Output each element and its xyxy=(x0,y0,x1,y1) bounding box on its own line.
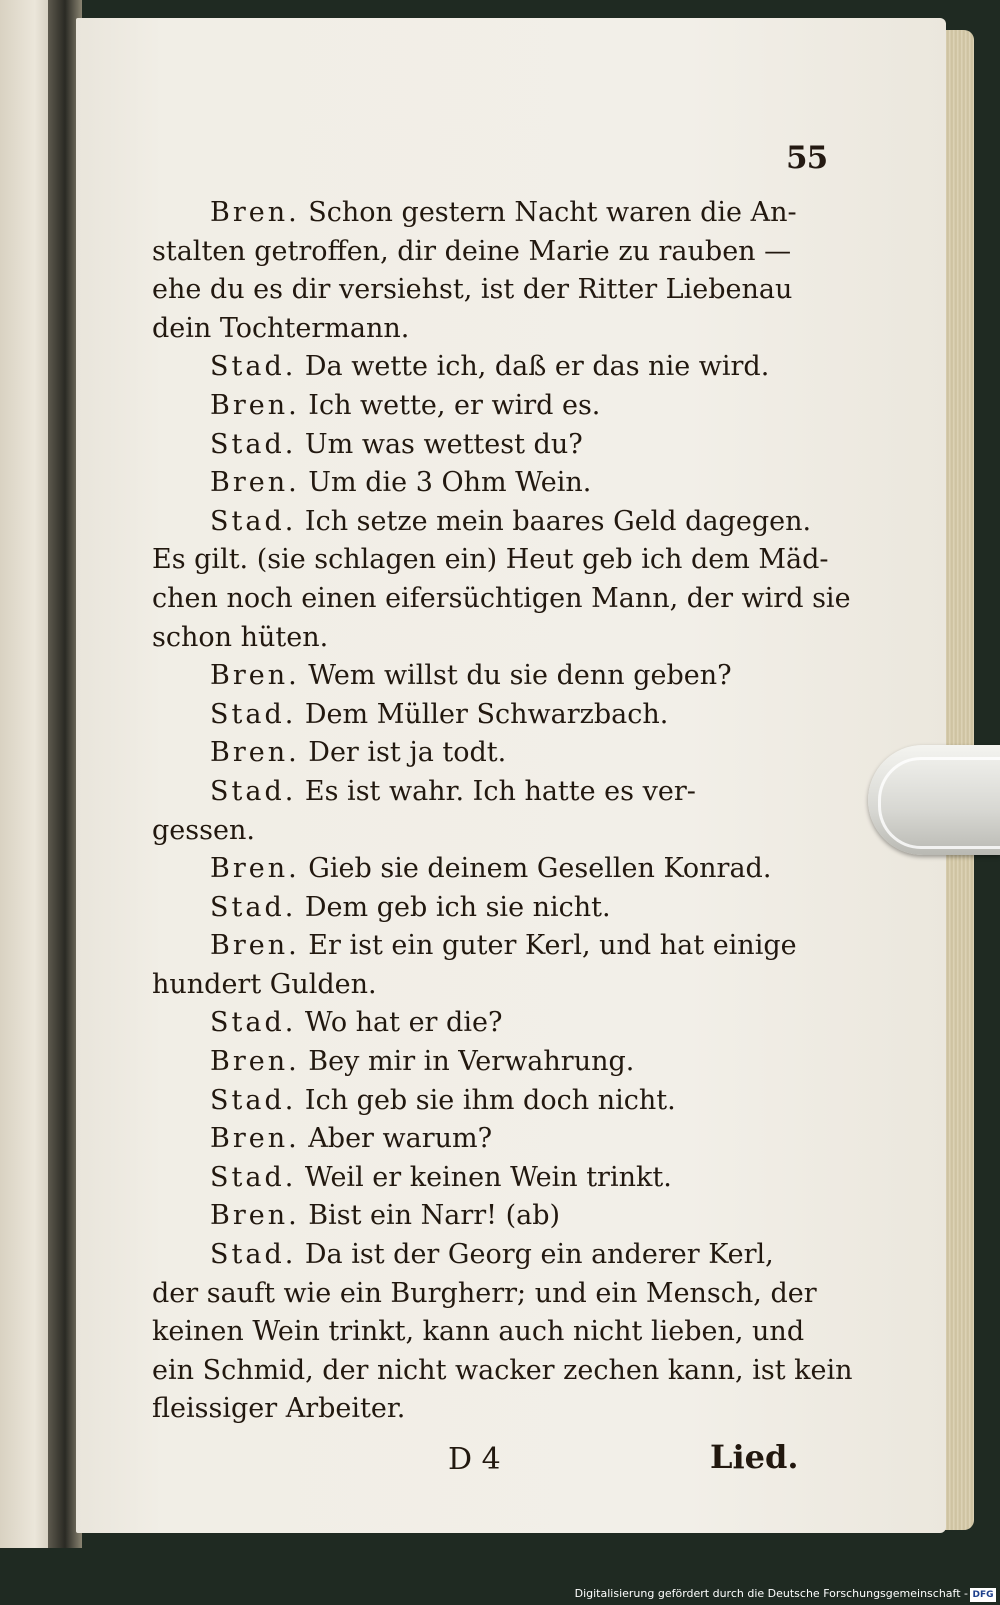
text-line xyxy=(152,348,832,387)
text-line xyxy=(152,387,832,426)
line-text: Ich geb sie ihm doch nicht. xyxy=(304,1084,676,1116)
line-text: Bey mir in Verwahrung. xyxy=(308,1046,635,1078)
text-line xyxy=(152,812,832,851)
text-line xyxy=(152,1236,832,1275)
text-line xyxy=(152,1159,832,1198)
line-text: ehe du es dir versiehst, ist der Ritter Liebenau xyxy=(152,274,793,306)
line-text: Wo hat er die? xyxy=(304,1007,503,1039)
speaker-name: Stad. xyxy=(210,1007,297,1039)
digitization-credit: Digitalisierung gefördert durch die Deutsche Forschungsgemeinschaft - xyxy=(574,1587,968,1600)
speaker-name: Bren. xyxy=(210,1123,300,1155)
speaker-name: Bren. xyxy=(210,1200,300,1232)
line-text: schon hüten. xyxy=(152,621,329,653)
speaker-name: Bren. xyxy=(210,737,300,769)
text-line xyxy=(152,1004,832,1043)
line-text: Ich wette, er wird es. xyxy=(308,389,601,421)
line-text: Weil er keinen Wein trinkt. xyxy=(304,1161,672,1193)
line-text: keinen Wein trinkt, kann auch nicht lieben, und xyxy=(152,1316,805,1348)
text-line xyxy=(152,580,851,619)
line-text: stalten getroffen, dir deine Marie zu rauben — xyxy=(152,235,792,267)
line-text: gessen. xyxy=(152,814,255,846)
speaker-name: Stad. xyxy=(210,891,297,923)
speaker-name: Bren. xyxy=(210,1046,300,1078)
text-line xyxy=(152,271,832,310)
line-text: ein Schmid, der nicht wacker zechen kann, ist kein xyxy=(152,1354,853,1386)
speaker-name: Bren. xyxy=(210,389,300,421)
line-text: Dem Müller Schwarzbach. xyxy=(304,698,669,730)
line-text: Es gilt. (sie schlagen ein) Heut geb ich dem Mäd- xyxy=(152,544,829,576)
speaker-name: Bren. xyxy=(210,660,300,692)
speaker-name: Bren. xyxy=(210,853,300,885)
line-text: der sauft wie ein Burgherr; und ein Mensch, der xyxy=(152,1277,817,1309)
text-line xyxy=(152,889,832,928)
page-number: 55 xyxy=(786,140,828,176)
speaker-name: Bren. xyxy=(210,930,300,962)
text-line xyxy=(152,1197,832,1236)
text-line xyxy=(152,1352,853,1391)
text-line xyxy=(152,233,832,272)
line-text: Er ist ein guter Kerl, und hat einige xyxy=(308,930,797,962)
text-line xyxy=(152,966,832,1005)
line-text: chen noch einen eifersüchtigen Mann, der wird sie xyxy=(152,582,851,614)
line-text: fleissiger Arbeiter. xyxy=(152,1393,406,1425)
line-text: Da ist der Georg ein anderer Kerl, xyxy=(304,1239,774,1271)
text-line xyxy=(152,696,832,735)
dfg-logo-icon: DFG xyxy=(970,1588,996,1602)
text-line xyxy=(152,1390,832,1429)
text-line xyxy=(152,1082,832,1121)
line-text: Dem geb ich sie nicht. xyxy=(304,891,611,923)
text-line xyxy=(152,503,832,542)
line-text: Ich setze mein baares Geld dagegen. xyxy=(304,505,812,537)
text-line xyxy=(152,541,832,580)
text-line xyxy=(152,927,832,966)
line-text: Um die 3 Ohm Wein. xyxy=(308,467,592,499)
text-line xyxy=(152,850,832,889)
speaker-name: Stad. xyxy=(210,1161,297,1193)
text-line xyxy=(152,426,832,465)
line-text: Schon gestern Nacht waren die An- xyxy=(308,197,797,228)
page-holder-clip xyxy=(868,745,1000,855)
dialogue-text xyxy=(152,194,853,1429)
speaker-name: Bren. xyxy=(210,197,300,228)
speaker-name: Bren. xyxy=(210,467,300,499)
text-line xyxy=(152,773,832,812)
speaker-name: Stad. xyxy=(210,1084,297,1116)
catchword: Lied. xyxy=(710,1438,799,1476)
line-text: Der ist ja todt. xyxy=(308,737,507,769)
line-text: Wem willst du sie denn geben? xyxy=(308,660,732,692)
line-text: Bist ein Narr! (ab) xyxy=(308,1200,561,1232)
text-line xyxy=(152,1275,832,1314)
line-text: Da wette ich, daß er das nie wird. xyxy=(304,351,770,383)
text-line xyxy=(152,194,832,233)
text-line xyxy=(152,1120,832,1159)
text-line xyxy=(152,734,832,773)
speaker-name: Stad. xyxy=(210,1239,297,1271)
line-text: Um was wettest du? xyxy=(304,428,583,460)
speaker-name: Stad. xyxy=(210,698,297,730)
text-line xyxy=(152,1313,832,1352)
speaker-name: Stad. xyxy=(210,351,297,383)
speaker-name: Stad. xyxy=(210,428,297,460)
credit-bar xyxy=(0,1548,1000,1605)
speaker-name: Stad. xyxy=(210,505,297,537)
line-text: hundert Gulden. xyxy=(152,968,377,1000)
text-line xyxy=(152,1043,832,1082)
line-text: dein Tochtermann. xyxy=(152,312,410,344)
line-text: Aber warum? xyxy=(308,1123,493,1155)
text-line xyxy=(152,619,832,658)
text-line xyxy=(152,657,832,696)
line-text: Gieb sie deinem Gesellen Konrad. xyxy=(308,853,772,885)
text-line xyxy=(152,310,832,349)
signature-mark: D 4 xyxy=(448,1442,501,1477)
text-line xyxy=(152,464,832,503)
speaker-name: Stad. xyxy=(210,775,297,807)
line-text: Es ist wahr. Ich hatte es ver- xyxy=(304,775,696,807)
